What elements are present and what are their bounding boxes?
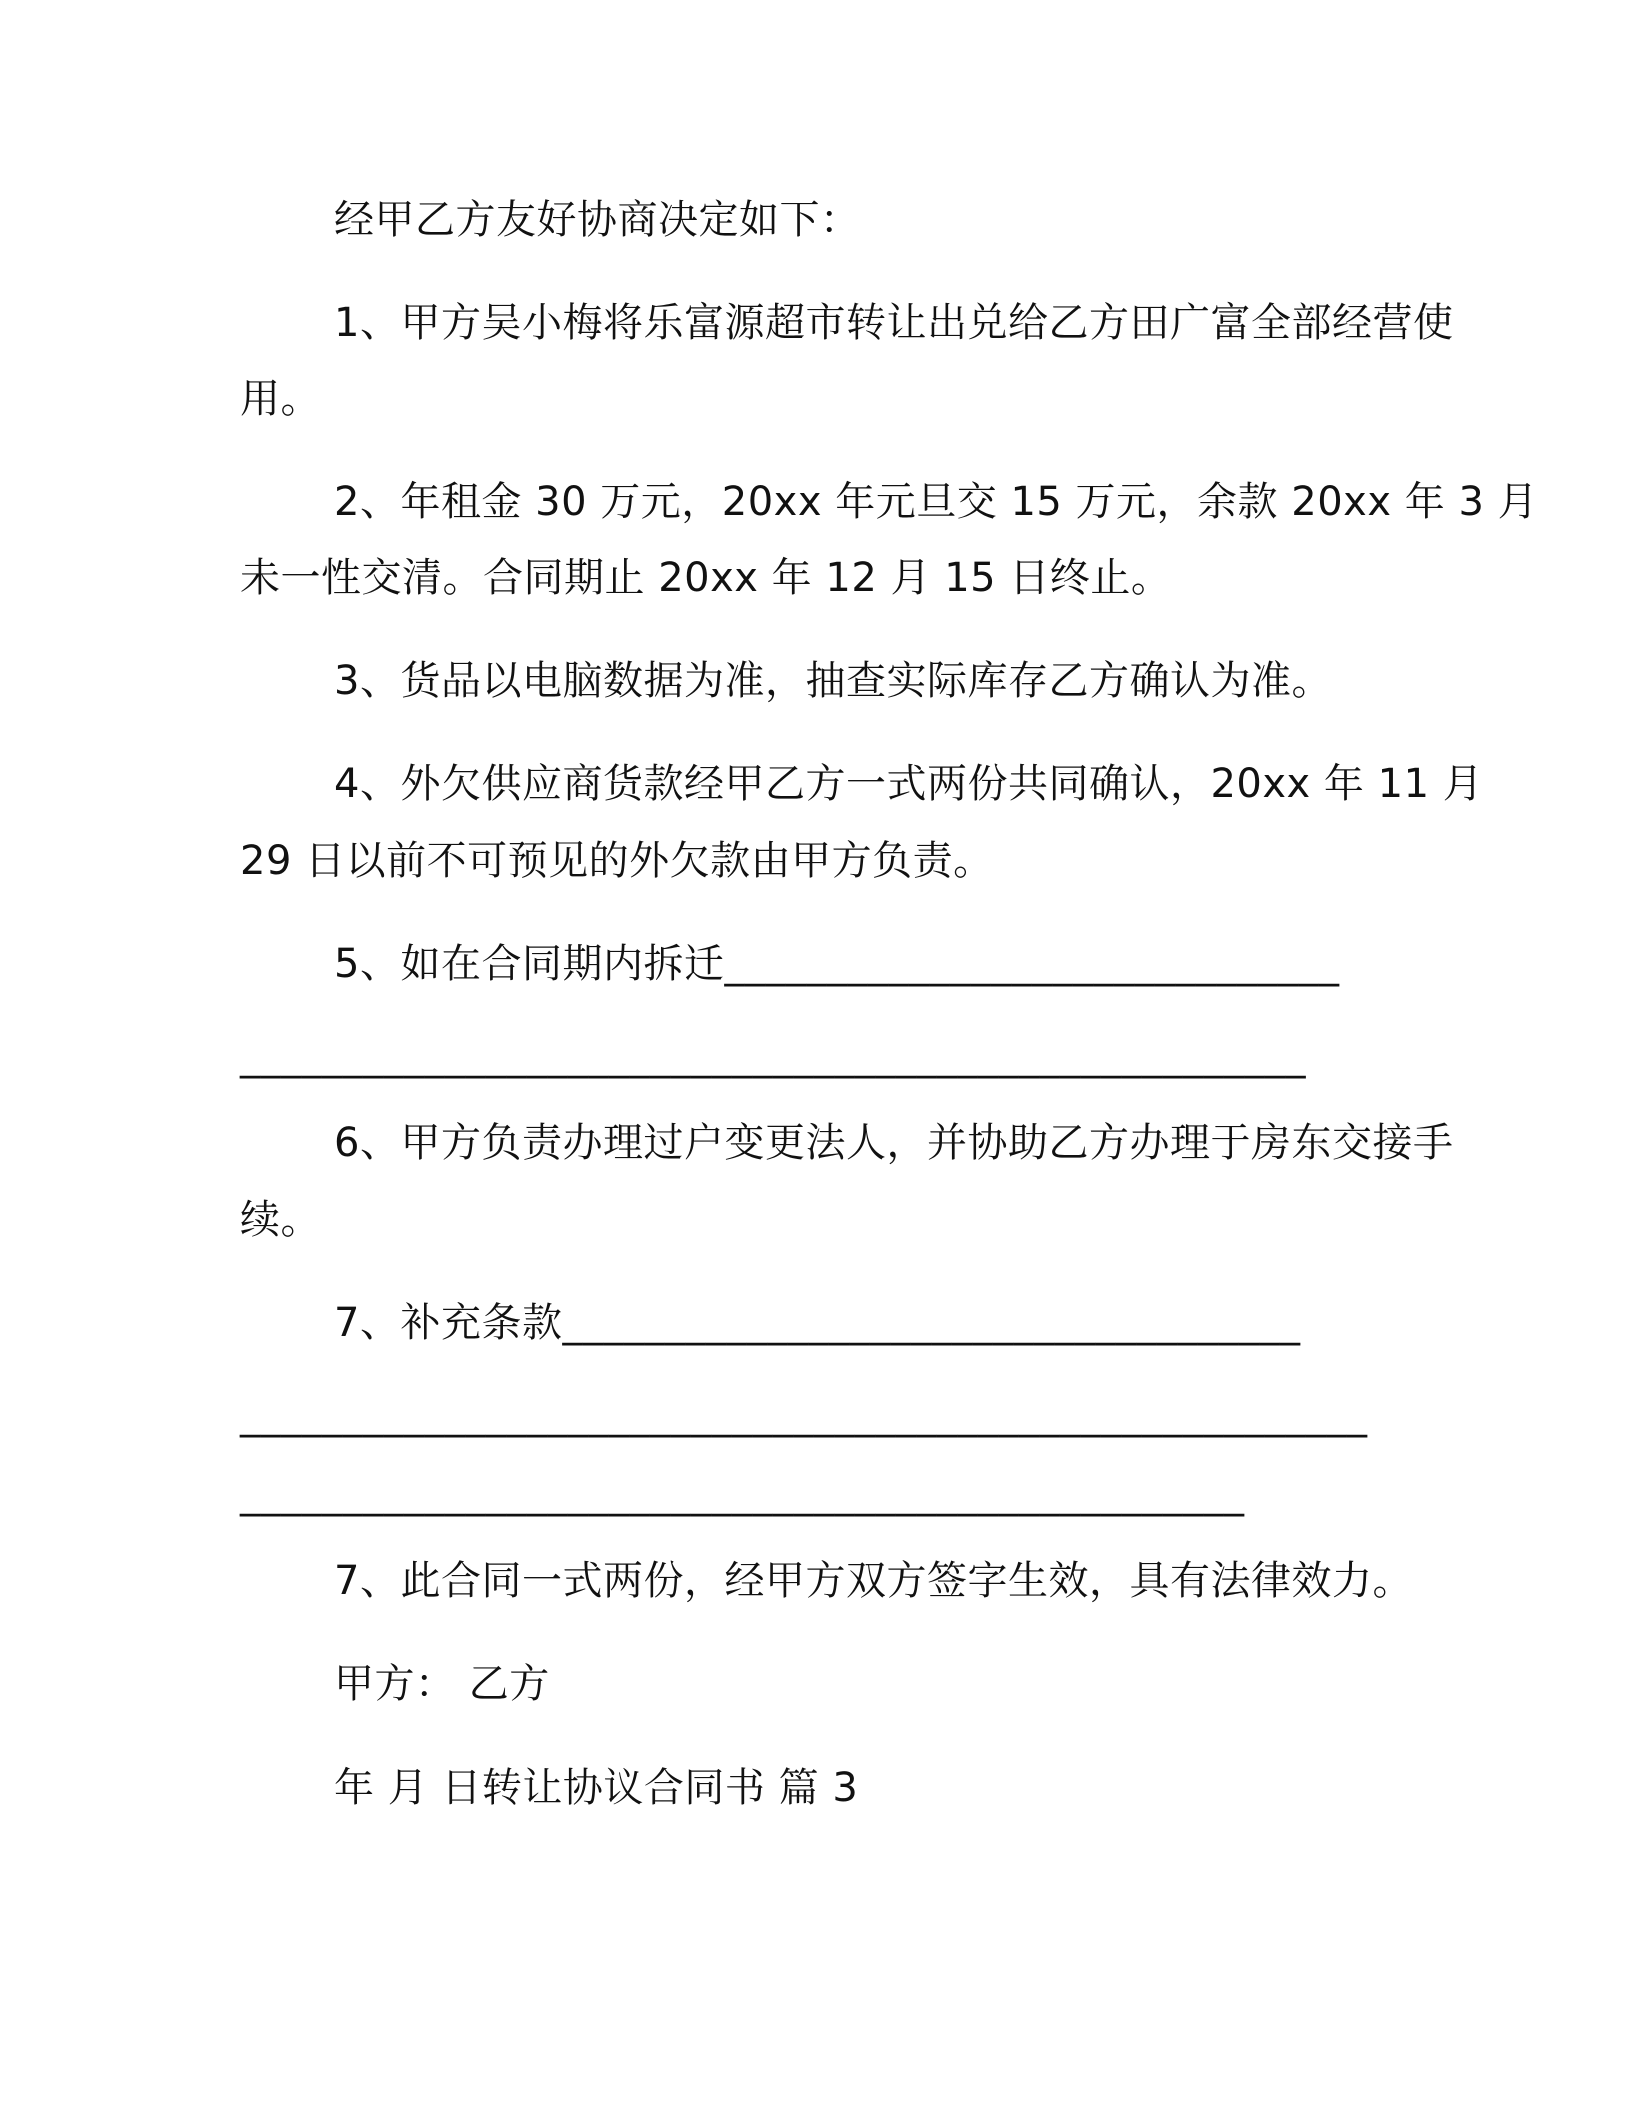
clause-5-blank-line: ____________________________________________________ xyxy=(240,1033,1306,1079)
clause-3-line-1: 3、货品以电脑数据为准，抽查实际库存乙方确认为准。 xyxy=(334,658,1332,704)
clause-5-line-1: 5、如在合同期内拆迁______________________________ xyxy=(334,941,1340,987)
final-clause-line: 7、此合同一式两份，经甲方双方签字生效，具有法律效力。 xyxy=(334,1558,1413,1604)
clause-7-blank-line-1: _______________________________________________________ xyxy=(240,1392,1368,1438)
date-and-next-title-line: 年 月 日转让协议合同书 篇 3 xyxy=(334,1765,859,1811)
intro-line: 经甲乙方友好协商决定如下： xyxy=(334,197,861,243)
clause-1-line-2: 用。 xyxy=(240,376,321,422)
clause-4-line-2: 29 日以前不可预见的外欠款由甲方负责。 xyxy=(240,838,994,884)
clause-6-line-1: 6、甲方负责办理过户变更法人，并协助乙方办理于房东交接手 xyxy=(334,1120,1454,1166)
clause-2-line-2: 未一性交清。合同期止 20xx 年 12 月 15 日终止。 xyxy=(240,555,1172,601)
signature-parties-line: 甲方： 乙方 xyxy=(334,1661,550,1707)
clause-6-line-2: 续。 xyxy=(240,1197,321,1243)
clause-7-line-1: 7、补充条款____________________________________ xyxy=(334,1300,1301,1346)
clause-1-line-1: 1、甲方吴小梅将乐富源超市转让出兑给乙方田广富全部经营使 xyxy=(334,300,1454,346)
clause-7-blank-line-2: _________________________________________________ xyxy=(240,1471,1245,1517)
clause-4-line-1: 4、外欠供应商货款经甲乙方一式两份共同确认，20xx 年 11 月 xyxy=(334,761,1484,807)
clause-2-line-1: 2、年租金 30 万元，20xx 年元旦交 15 万元，余款 20xx 年 3 月 xyxy=(334,479,1539,525)
